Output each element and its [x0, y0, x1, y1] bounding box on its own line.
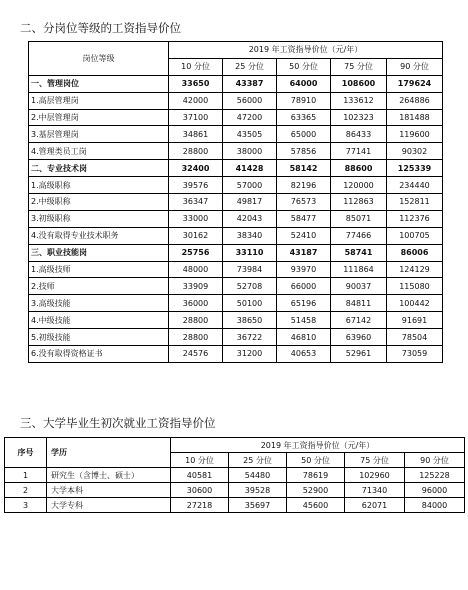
wage-value: 40653 [277, 346, 331, 363]
wage-value: 64000 [277, 75, 331, 92]
wage-value: 58142 [277, 160, 331, 177]
table-row [29, 261, 443, 278]
wage-value: 63960 [331, 329, 387, 346]
wage-value: 78910 [277, 92, 331, 109]
wage-value: 179624 [387, 75, 443, 92]
wage-value: 39576 [169, 177, 223, 194]
wage-value: 112376 [387, 210, 443, 227]
job-level-name: 4.中级技能 [29, 312, 169, 329]
job-level-name: 5.初级技能 [29, 329, 169, 346]
group-header-wage: 2019 年工资指导价位（元/年） [169, 42, 443, 59]
table-row [5, 498, 465, 513]
table-row [29, 210, 443, 227]
wage-value: 76573 [277, 194, 331, 211]
wage-value: 52961 [331, 346, 387, 363]
wage-value: 34861 [169, 126, 223, 143]
wage-value: 36722 [223, 329, 277, 346]
row-number: 3 [5, 498, 47, 513]
wage-value: 108600 [331, 75, 387, 92]
wage-value: 125228 [405, 468, 465, 483]
wage-value: 38340 [223, 227, 277, 244]
wage-value: 25756 [169, 244, 223, 261]
job-level-wage-table [28, 41, 443, 363]
wage-value: 43505 [223, 126, 277, 143]
wage-value: 85071 [331, 210, 387, 227]
job-level-name: 2.技师 [29, 278, 169, 295]
wage-value: 120000 [331, 177, 387, 194]
job-level-name: 3.初级职称 [29, 210, 169, 227]
column-header-p90: 90 分位 [387, 58, 443, 75]
wage-value: 125339 [387, 160, 443, 177]
wage-value: 71340 [345, 483, 405, 498]
wage-value: 32400 [169, 160, 223, 177]
wage-value: 33110 [223, 244, 277, 261]
row-number: 1 [5, 468, 47, 483]
job-level-name: 3.高级技能 [29, 295, 169, 312]
wage-value: 111864 [331, 261, 387, 278]
column-header-p50: 50 分位 [287, 453, 345, 468]
wage-value: 28800 [169, 312, 223, 329]
wage-value: 78619 [287, 468, 345, 483]
wage-value: 56000 [223, 92, 277, 109]
wage-value: 58741 [331, 244, 387, 261]
table-row [29, 160, 443, 177]
wage-value: 65000 [277, 126, 331, 143]
column-header-job-level: 岗位等级 [29, 42, 169, 76]
column-header-p75: 75 分位 [345, 453, 405, 468]
wage-value: 31200 [223, 346, 277, 363]
table-row [29, 312, 443, 329]
column-header-p25: 25 分位 [229, 453, 287, 468]
wage-value: 52410 [277, 227, 331, 244]
wage-value: 90037 [331, 278, 387, 295]
wage-value: 30162 [169, 227, 223, 244]
wage-value: 46810 [277, 329, 331, 346]
table-row [29, 295, 443, 312]
job-level-name: 二、专业技术岗 [29, 160, 169, 177]
job-level-name: 三、职业技能岗 [29, 244, 169, 261]
wage-value: 65196 [277, 295, 331, 312]
table-row [29, 143, 443, 160]
column-header-p10: 10 分位 [171, 453, 229, 468]
wage-value: 100705 [387, 227, 443, 244]
wage-value: 42000 [169, 92, 223, 109]
wage-value: 90302 [387, 143, 443, 160]
job-level-name: 6.没有取得资格证书 [29, 346, 169, 363]
wage-value: 57856 [277, 143, 331, 160]
wage-value: 57000 [223, 177, 277, 194]
wage-value: 84000 [405, 498, 465, 513]
table-row [29, 177, 443, 194]
wage-value: 67142 [331, 312, 387, 329]
wage-value: 102323 [331, 109, 387, 126]
wage-value: 33650 [169, 75, 223, 92]
wage-value: 43387 [223, 75, 277, 92]
wage-value: 62071 [345, 498, 405, 513]
wage-value: 133612 [331, 92, 387, 109]
job-level-name: 一、管理岗位 [29, 75, 169, 92]
section-title-job-level: 二、分岗位等级的工资指导价位 [20, 21, 181, 35]
wage-value: 77141 [331, 143, 387, 160]
column-header-no: 序号 [5, 438, 47, 468]
wage-value: 86006 [387, 244, 443, 261]
wage-value: 181488 [387, 109, 443, 126]
wage-value: 35697 [229, 498, 287, 513]
wage-value: 96000 [405, 483, 465, 498]
wage-value: 82196 [277, 177, 331, 194]
job-level-name: 1.高层管理岗 [29, 92, 169, 109]
job-level-name: 3.基层管理岗 [29, 126, 169, 143]
column-header-p50: 50 分位 [277, 58, 331, 75]
education-level: 大学专科 [47, 498, 171, 513]
wage-value: 38000 [223, 143, 277, 160]
wage-value: 51458 [277, 312, 331, 329]
wage-value: 86433 [331, 126, 387, 143]
wage-value: 43187 [277, 244, 331, 261]
column-header-p90: 90 分位 [405, 453, 465, 468]
wage-value: 77466 [331, 227, 387, 244]
job-level-name: 4.没有取得专业技术职务 [29, 227, 169, 244]
graduate-wage-table [4, 437, 465, 513]
wage-value: 42043 [223, 210, 277, 227]
wage-value: 73059 [387, 346, 443, 363]
wage-value: 119600 [387, 126, 443, 143]
wage-value: 58477 [277, 210, 331, 227]
wage-value: 47200 [223, 109, 277, 126]
wage-value: 27218 [171, 498, 229, 513]
wage-value: 234440 [387, 177, 443, 194]
wage-value: 30600 [171, 483, 229, 498]
education-level: 大学本科 [47, 483, 171, 498]
wage-value: 50100 [223, 295, 277, 312]
table-row [29, 75, 443, 92]
wage-value: 40581 [171, 468, 229, 483]
wage-value: 112863 [331, 194, 387, 211]
wage-value: 28800 [169, 143, 223, 160]
wage-value: 78504 [387, 329, 443, 346]
job-level-name: 2.中层管理岗 [29, 109, 169, 126]
wage-value: 91691 [387, 312, 443, 329]
job-level-name: 2.中级职称 [29, 194, 169, 211]
group-header-wage: 2019 年工资指导价位（元/年） [171, 438, 465, 453]
table-row [5, 468, 465, 483]
table-row [29, 227, 443, 244]
wage-value: 73984 [223, 261, 277, 278]
table-row [29, 194, 443, 211]
table-row [5, 483, 465, 498]
table-row [29, 278, 443, 295]
wage-value: 264886 [387, 92, 443, 109]
wage-value: 102960 [345, 468, 405, 483]
education-level: 研究生（含博士、硕士） [47, 468, 171, 483]
wage-value: 93970 [277, 261, 331, 278]
wage-value: 63365 [277, 109, 331, 126]
row-number: 2 [5, 483, 47, 498]
job-level-name: 4.管理类员工岗 [29, 143, 169, 160]
table-row [29, 126, 443, 143]
wage-value: 88600 [331, 160, 387, 177]
table-row [29, 109, 443, 126]
wage-value: 52900 [287, 483, 345, 498]
section-title-graduate: 三、大学毕业生初次就业工资指导价位 [20, 416, 216, 430]
wage-value: 49817 [223, 194, 277, 211]
wage-value: 39528 [229, 483, 287, 498]
table-row [29, 329, 443, 346]
wage-value: 45600 [287, 498, 345, 513]
wage-value: 66000 [277, 278, 331, 295]
wage-value: 41428 [223, 160, 277, 177]
table-row [29, 244, 443, 261]
column-header-education: 学历 [47, 438, 171, 468]
wage-value: 33909 [169, 278, 223, 295]
job-level-name: 1.高级职称 [29, 177, 169, 194]
wage-value: 152811 [387, 194, 443, 211]
wage-value: 33000 [169, 210, 223, 227]
table-row [29, 346, 443, 363]
wage-value: 115080 [387, 278, 443, 295]
wage-value: 28800 [169, 329, 223, 346]
wage-value: 52708 [223, 278, 277, 295]
wage-value: 84811 [331, 295, 387, 312]
wage-value: 48000 [169, 261, 223, 278]
column-header-p75: 75 分位 [331, 58, 387, 75]
wage-value: 124129 [387, 261, 443, 278]
wage-value: 36347 [169, 194, 223, 211]
wage-value: 24576 [169, 346, 223, 363]
job-level-name: 1.高级技师 [29, 261, 169, 278]
wage-value: 36000 [169, 295, 223, 312]
wage-value: 37100 [169, 109, 223, 126]
column-header-p25: 25 分位 [223, 58, 277, 75]
table-row [29, 92, 443, 109]
wage-value: 38650 [223, 312, 277, 329]
wage-value: 54480 [229, 468, 287, 483]
column-header-p10: 10 分位 [169, 58, 223, 75]
wage-value: 100442 [387, 295, 443, 312]
